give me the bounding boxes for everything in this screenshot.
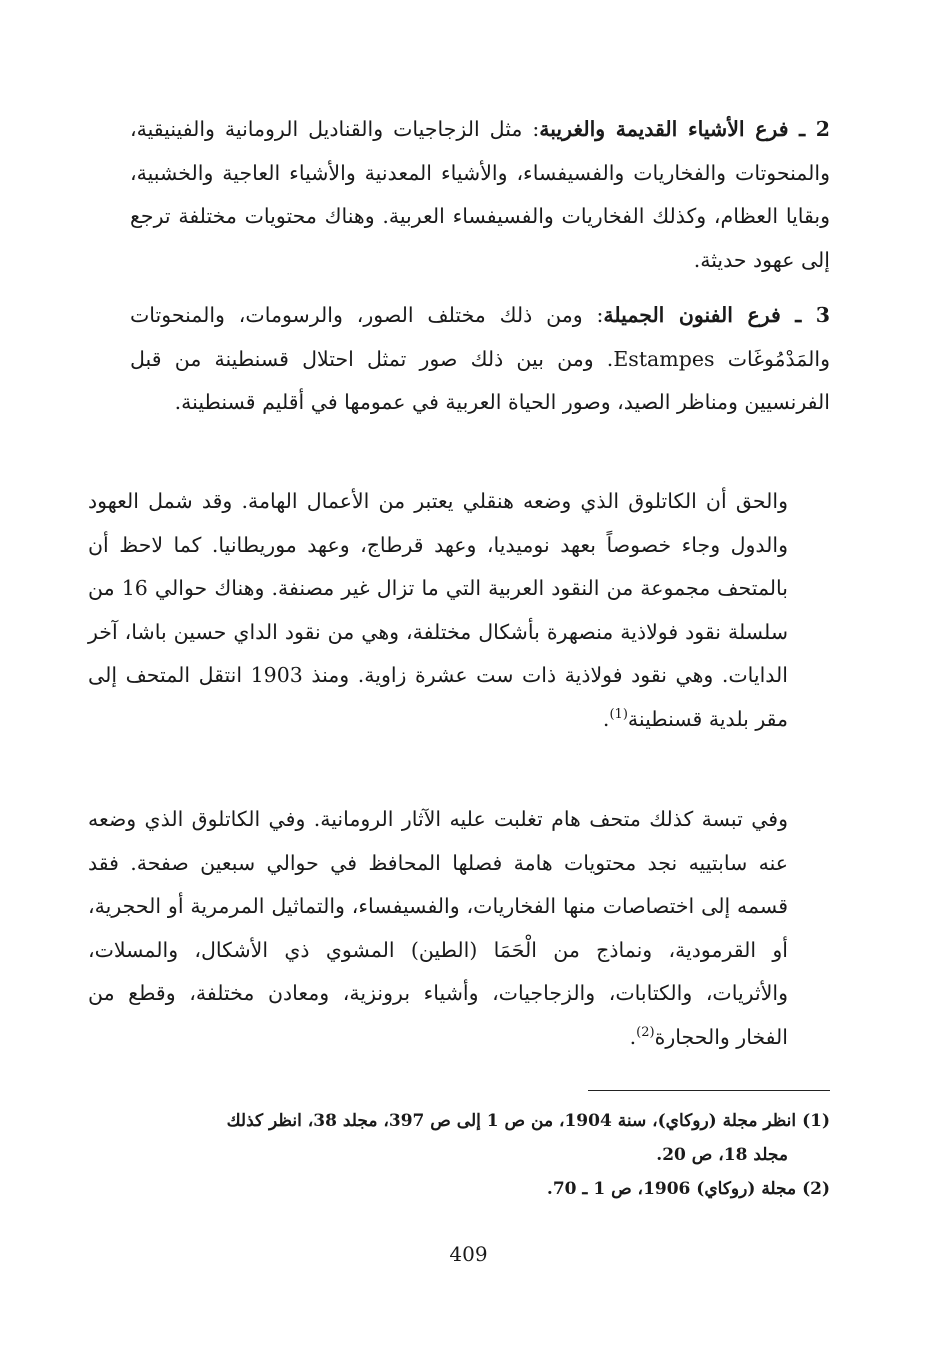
footnote-divider bbox=[588, 1090, 830, 1091]
paragraph-text: : مثل الزجاجيات والقناديل الرومانية والفينيقية، والمنحوتات والفخاريات والفسيفساء، والأشياء المعدنية والأشياء العاجية والخشبية، وبقايا العظام، وكذلك الفخاريات والفسيفساء العربية. وهناك محتويات مختلفة ترجع إلى عهود حديثة. bbox=[130, 117, 830, 272]
footnote-text: مجلة (روكاي) 1906، ص 1 ـ 70. bbox=[546, 1179, 797, 1199]
paragraph-fine-arts-branch bbox=[130, 294, 830, 425]
footnote-item bbox=[130, 1104, 830, 1138]
page-number: 409 bbox=[449, 1242, 488, 1266]
footnote-reference[interactable]: (2) bbox=[636, 1025, 655, 1041]
paragraph-catalogue bbox=[88, 480, 830, 742]
footnote-continuation: مجلد 18، ص 20. bbox=[656, 1145, 788, 1165]
footnote-text: انظر مجلة (روكاي)، سنة 1904، من ص 1 إلى ص 397، مجلد 38، انظر كذلك bbox=[226, 1111, 797, 1131]
footnote-item bbox=[130, 1172, 830, 1206]
paragraph-end: . bbox=[602, 706, 610, 731]
footnotes bbox=[130, 1104, 830, 1206]
paragraph-text: : ومن ذلك مختلف الصور، والرسومات، والمنحوتات والمَدْمُوغَات Estampes. ومن بين ذلك صور تمثل احتلال قسنطينة من قبل الفرنسيين ومناظر الصيد، وصور الحياة العربية في عمومها في أقليم قسنطينة. bbox=[130, 303, 830, 415]
footnote-marker: (2) bbox=[802, 1179, 830, 1199]
footnote-marker: (1) bbox=[802, 1111, 830, 1131]
paragraph-tebessa-museum bbox=[88, 798, 830, 1060]
section-heading: 2 ـ فرع الأشياء القديمة والغريبة bbox=[539, 117, 830, 141]
footnote-reference[interactable]: (1) bbox=[609, 707, 628, 723]
paragraph-text: وفي تبسة كذلك متحف هام تغلبت عليه الآثار الرومانية. وفي الكاتلوق الذي وضعه عنه سابتييه نجد محتويات هامة فصلها المحافظ في حوالي سبعين صفحة. فقد قسمه إلى اختصاصات منها الفخاريات، والفسيفساء، والتماثيل المرمرية أو الحجرية، أو القرمودية، ونماذج من الْحَمَا (الطين) المشوي ذي الأشكال، والمسلات، والأثريات، والكتابات، والزجاجيات، وأشياء برونزية، ومعادن مختلفة، وقطع من الفخار والحجارة bbox=[88, 807, 788, 1049]
paragraph-antiquities-branch bbox=[130, 108, 830, 282]
section-heading: 3 ـ فرع الفنون الجميلة bbox=[603, 303, 831, 327]
paragraph-end: . bbox=[629, 1024, 637, 1049]
paragraph-text: والحق أن الكاتلوق الذي وضعه هنقلي يعتبر من الأعمال الهامة. وقد شمل العهود والدول وجاء خصوصاً بعهد نوميديا، وعهد قرطاج، وعهد موريطانيا. كما لاحظ أن بالمتحف مجموعة من النقود العربية التي ما تزال غير مصنفة. وهناك حوالي 16 من سلسلة نقود فولاذية منصهرة بأشكال مختلفة، وهي من نقود الداي حسين باشا، آخر الدايات. وهي نقود فولاذية ذات ست عشرة زاوية. ومنذ 1903 انتقل المتحف إلى مقر بلدية قسنطينة bbox=[88, 489, 788, 731]
